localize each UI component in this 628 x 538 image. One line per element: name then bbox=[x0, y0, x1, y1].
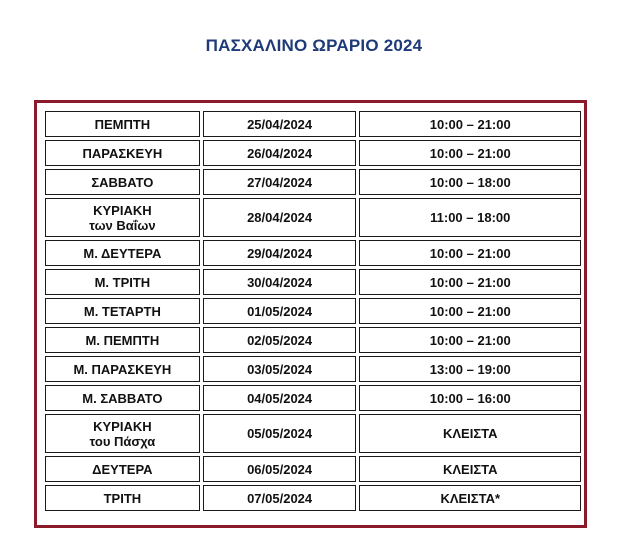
hours-cell: 11:00 – 18:00 bbox=[359, 198, 581, 237]
hours-cell: 10:00 – 21:00 bbox=[359, 298, 581, 324]
day-cell bbox=[45, 198, 200, 237]
schedule-row bbox=[45, 385, 581, 411]
date-cell: 07/05/2024 bbox=[203, 485, 357, 511]
schedule-row bbox=[45, 356, 581, 382]
day-cell bbox=[45, 240, 200, 266]
schedule-row bbox=[45, 198, 581, 237]
day-cell bbox=[45, 356, 200, 382]
schedule-row bbox=[45, 414, 581, 453]
date-cell: 28/04/2024 bbox=[203, 198, 357, 237]
hours-cell: ΚΛΕΙΣΤΑ bbox=[359, 456, 581, 482]
day-label: Μ. ΤΡΙΤΗ bbox=[94, 274, 151, 290]
hours-cell: 10:00 – 18:00 bbox=[359, 169, 581, 195]
day-cell bbox=[45, 327, 200, 353]
day-cell bbox=[45, 169, 200, 195]
hours-cell: ΚΛΕΙΣΤΑ* bbox=[359, 485, 581, 511]
schedule-row bbox=[45, 298, 581, 324]
day-cell bbox=[45, 111, 200, 137]
schedule-row bbox=[45, 111, 581, 137]
day-label: Μ. ΣΑΒΒΑΤΟ bbox=[82, 390, 163, 406]
day-label: Μ. ΠΕΜΠΤΗ bbox=[85, 332, 160, 348]
day-label: ΔΕΥΤΕΡΑ bbox=[92, 461, 153, 477]
day-cell bbox=[45, 140, 200, 166]
day-sublabel: του Πάσχα bbox=[89, 433, 156, 449]
day-label: ΤΡΙΤΗ bbox=[103, 490, 142, 506]
schedule-row bbox=[45, 456, 581, 482]
day-label: ΣΑΒΒΑΤΟ bbox=[91, 174, 154, 190]
schedule-frame bbox=[34, 100, 587, 528]
schedule-table bbox=[42, 108, 584, 514]
hours-cell: ΚΛΕΙΣΤΑ bbox=[359, 414, 581, 453]
day-sublabel: των Βαΐων bbox=[89, 217, 156, 233]
page-title: ΠΑΣΧΑΛΙΝΟ ΩΡΑΡΙΟ 2024 bbox=[205, 36, 423, 55]
day-label: Μ. ΤΕΤΑΡΤΗ bbox=[83, 303, 161, 319]
hours-cell: 10:00 – 21:00 bbox=[359, 111, 581, 137]
hours-cell: 10:00 – 21:00 bbox=[359, 240, 581, 266]
schedule-row bbox=[45, 327, 581, 353]
day-cell bbox=[45, 385, 200, 411]
day-cell bbox=[45, 414, 200, 453]
schedule-row bbox=[45, 240, 581, 266]
date-cell: 02/05/2024 bbox=[203, 327, 357, 353]
hours-cell: 10:00 – 21:00 bbox=[359, 269, 581, 295]
day-cell bbox=[45, 269, 200, 295]
date-cell: 29/04/2024 bbox=[203, 240, 357, 266]
day-cell bbox=[45, 298, 200, 324]
date-cell: 03/05/2024 bbox=[203, 356, 357, 382]
date-cell: 30/04/2024 bbox=[203, 269, 357, 295]
date-cell: 04/05/2024 bbox=[203, 385, 357, 411]
schedule-table-body bbox=[45, 111, 581, 511]
date-cell: 26/04/2024 bbox=[203, 140, 357, 166]
day-cell bbox=[45, 485, 200, 511]
hours-cell: 13:00 – 19:00 bbox=[359, 356, 581, 382]
day-label: Μ. ΔΕΥΤΕΡΑ bbox=[83, 245, 162, 261]
day-cell bbox=[45, 456, 200, 482]
schedule-row bbox=[45, 269, 581, 295]
schedule-row bbox=[45, 140, 581, 166]
date-cell: 06/05/2024 bbox=[203, 456, 357, 482]
day-label: ΠΕΜΠΤΗ bbox=[94, 116, 151, 132]
day-label: ΚΥΡΙΑΚΗ bbox=[93, 202, 152, 218]
hours-cell: 10:00 – 21:00 bbox=[359, 140, 581, 166]
hours-cell: 10:00 – 21:00 bbox=[359, 327, 581, 353]
day-label: ΠΑΡΑΣΚΕΥΗ bbox=[82, 145, 163, 161]
hours-cell: 10:00 – 16:00 bbox=[359, 385, 581, 411]
date-cell: 05/05/2024 bbox=[203, 414, 357, 453]
schedule-row bbox=[45, 485, 581, 511]
date-cell: 27/04/2024 bbox=[203, 169, 357, 195]
date-cell: 01/05/2024 bbox=[203, 298, 357, 324]
day-label: Μ. ΠΑΡΑΣΚΕΥΗ bbox=[73, 361, 172, 377]
day-label: ΚΥΡΙΑΚΗ bbox=[93, 418, 152, 434]
date-cell: 25/04/2024 bbox=[203, 111, 357, 137]
schedule-row bbox=[45, 169, 581, 195]
